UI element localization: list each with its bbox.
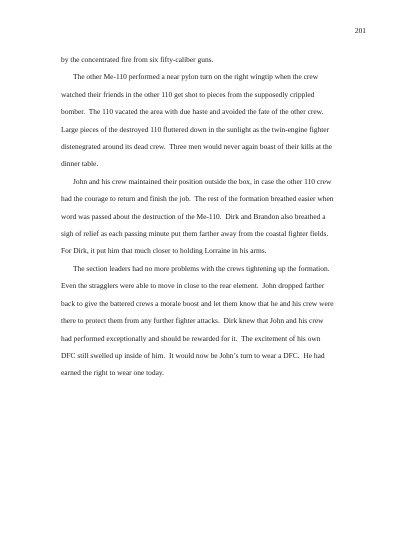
text-line: For Dirk, it put him that much closer to holding Lorraine in his arms.	[61, 246, 267, 256]
text-line: John and his crew maintained their position outside the box, in case the other 110 crew	[73, 176, 332, 186]
text-line: DFC still swelled up inside of him. It would now be John’s turn to wear a DFC. He had	[61, 350, 325, 360]
text-line: by the concentrated fire from six fifty-caliber guns.	[61, 55, 214, 64]
text-line: back to give the battered crews a morale boost and let them know that he and his crew were	[61, 298, 334, 308]
text-line: bomber. The 110 vacated the area with due haste and avoided the fate of the other crew.	[61, 107, 324, 117]
text-line: there to protect them from any further fighter attacks. Dirk knew that John and his crew	[61, 316, 324, 326]
text-line: watched their friends in the other 110 get shot to pieces from the supposedly crippled	[61, 89, 315, 99]
body-text	[61, 51, 367, 382]
text-line: earned the right to wear one today.	[61, 368, 164, 378]
text-line: The section leaders had no more problems with the crews tightening up the formation.	[73, 263, 330, 273]
text-line: dinner table.	[61, 159, 99, 169]
paragraph	[61, 51, 367, 68]
paragraph	[61, 260, 367, 382]
text-line: The other Me-110 performed a near pylon turn on the right wingtip when the crew	[73, 72, 319, 82]
text-line: Large pieces of the destroyed 110 fluttered down in the sunlight as the twin-engine fighter	[61, 124, 330, 134]
text-line: had the courage to return and finish the job. The rest of the formation breathed easier when	[61, 194, 334, 204]
paragraph	[61, 173, 367, 260]
page-number: 201	[354, 26, 366, 35]
paragraph	[61, 68, 367, 172]
text-line: Even the stragglers were able to move in close to the rear element. John dropped farther	[61, 281, 325, 291]
text-line: had performed exceptionally and should be rewarded for it. The excitement of his own	[61, 333, 321, 343]
text-line: distenegrated around its dead crew. Three men would never again boast of their kills at the	[61, 142, 332, 152]
text-line: word was passed about the destruction of the Me-110. Dirk and Brandon also breathed a	[61, 211, 326, 221]
text-line: sigh of relief as each passing minute put them farther away from the coastal fighter fields.	[61, 229, 329, 239]
